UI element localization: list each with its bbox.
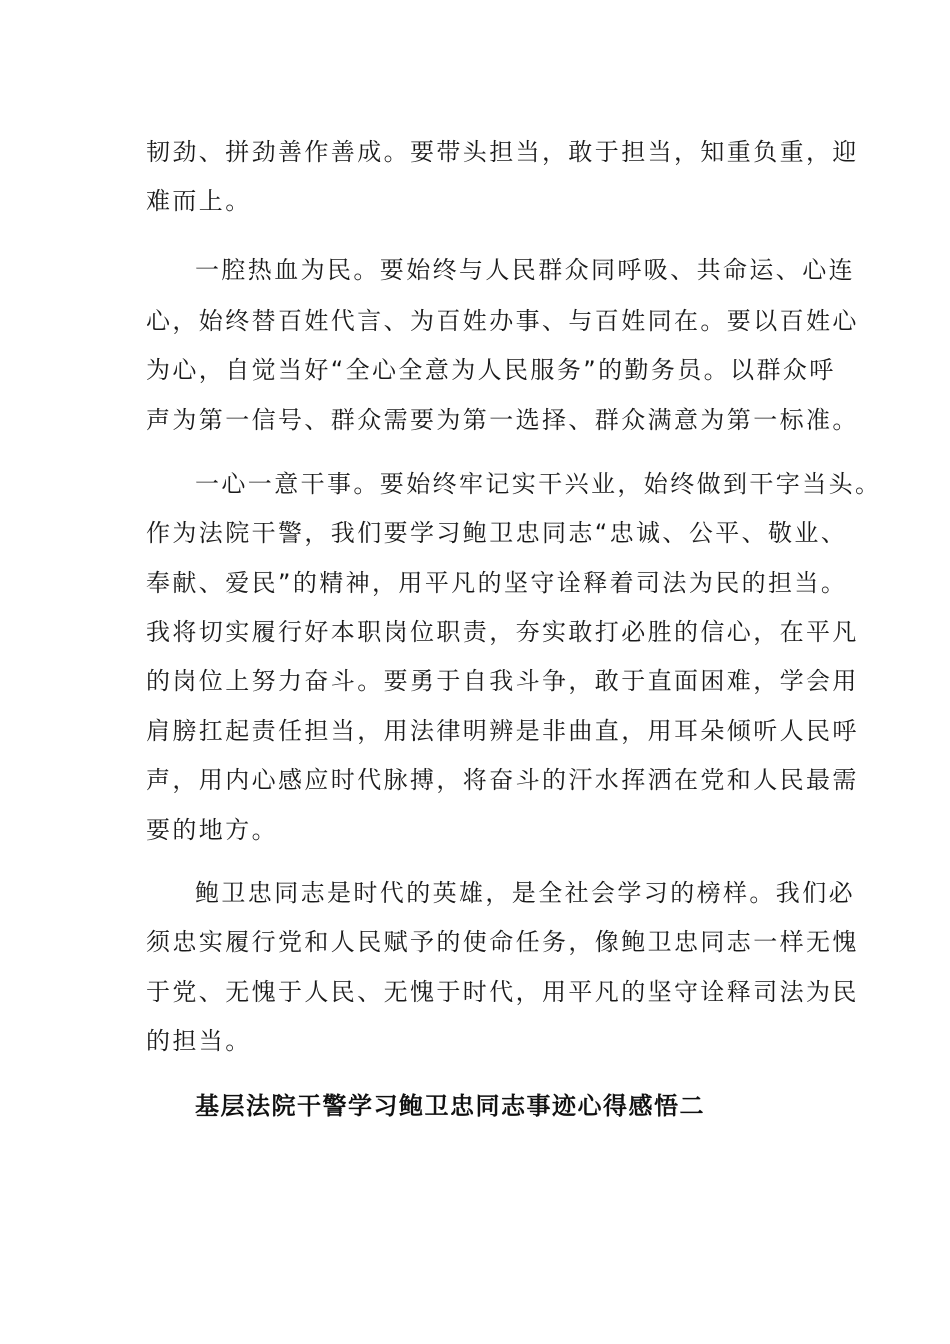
paragraph-line: 一腔热血为民。要始终与人民群众同呼吸、共命运、心连 [195,256,855,284]
paragraph-line: 奉献、爱民”的精神，用平凡的坚守诠释着司法为民的担当。 [146,569,848,597]
paragraph-line: 于党、无愧于人民、无愧于时代，用平凡的坚守诠释司法为民 [146,978,859,1006]
paragraph-line: 作为法院干警，我们要学习鲍卫忠同志“忠诚、公平、敬业、 [146,519,848,547]
paragraph-line: 韧劲、拼劲善作善成。要带头担当，敢于担当，知重负重，迎 [146,138,859,166]
paragraph-line: 的岗位上努力奋斗。要勇于自我斗争，敢于直面困难，学会用 [146,667,859,695]
paragraph-line: 我将切实履行好本职岗位职责，夯实敢打必胜的信心，在平凡 [146,618,859,646]
paragraph-line: 肩膀扛起责任担当，用法律明辨是非曲直，用耳朵倾听人民呼 [146,717,859,745]
paragraph-line: 为心，自觉当好“全心全意为人民服务”的勤务员。以群众呼 [146,356,836,384]
paragraph-line: 一心一意干事。要始终牢记实干兴业，始终做到干字当头。 [195,470,882,498]
paragraph-line: 心，始终替百姓代言、为百姓办事、与百姓同在。要以百姓心 [146,307,859,335]
paragraph-line: 须忠实履行党和人民赋予的使命任务，像鲍卫忠同志一样无愧 [146,928,859,956]
paragraph-line: 难而上。 [146,187,252,215]
paragraph-line: 声，用内心感应时代脉搏，将奋斗的汗水挥洒在党和人民最需 [146,766,859,794]
paragraph-line: 鲍卫忠同志是时代的英雄，是全社会学习的榜样。我们必 [195,879,855,907]
paragraph-line: 声为第一信号、群众需要为第一选择、群众满意为第一标准。 [146,406,859,434]
section-heading: 基层法院干警学习鲍卫忠同志事迹心得感悟二 [195,1092,705,1120]
paragraph-line: 的担当。 [146,1027,252,1055]
paragraph-line: 要的地方。 [146,816,278,844]
